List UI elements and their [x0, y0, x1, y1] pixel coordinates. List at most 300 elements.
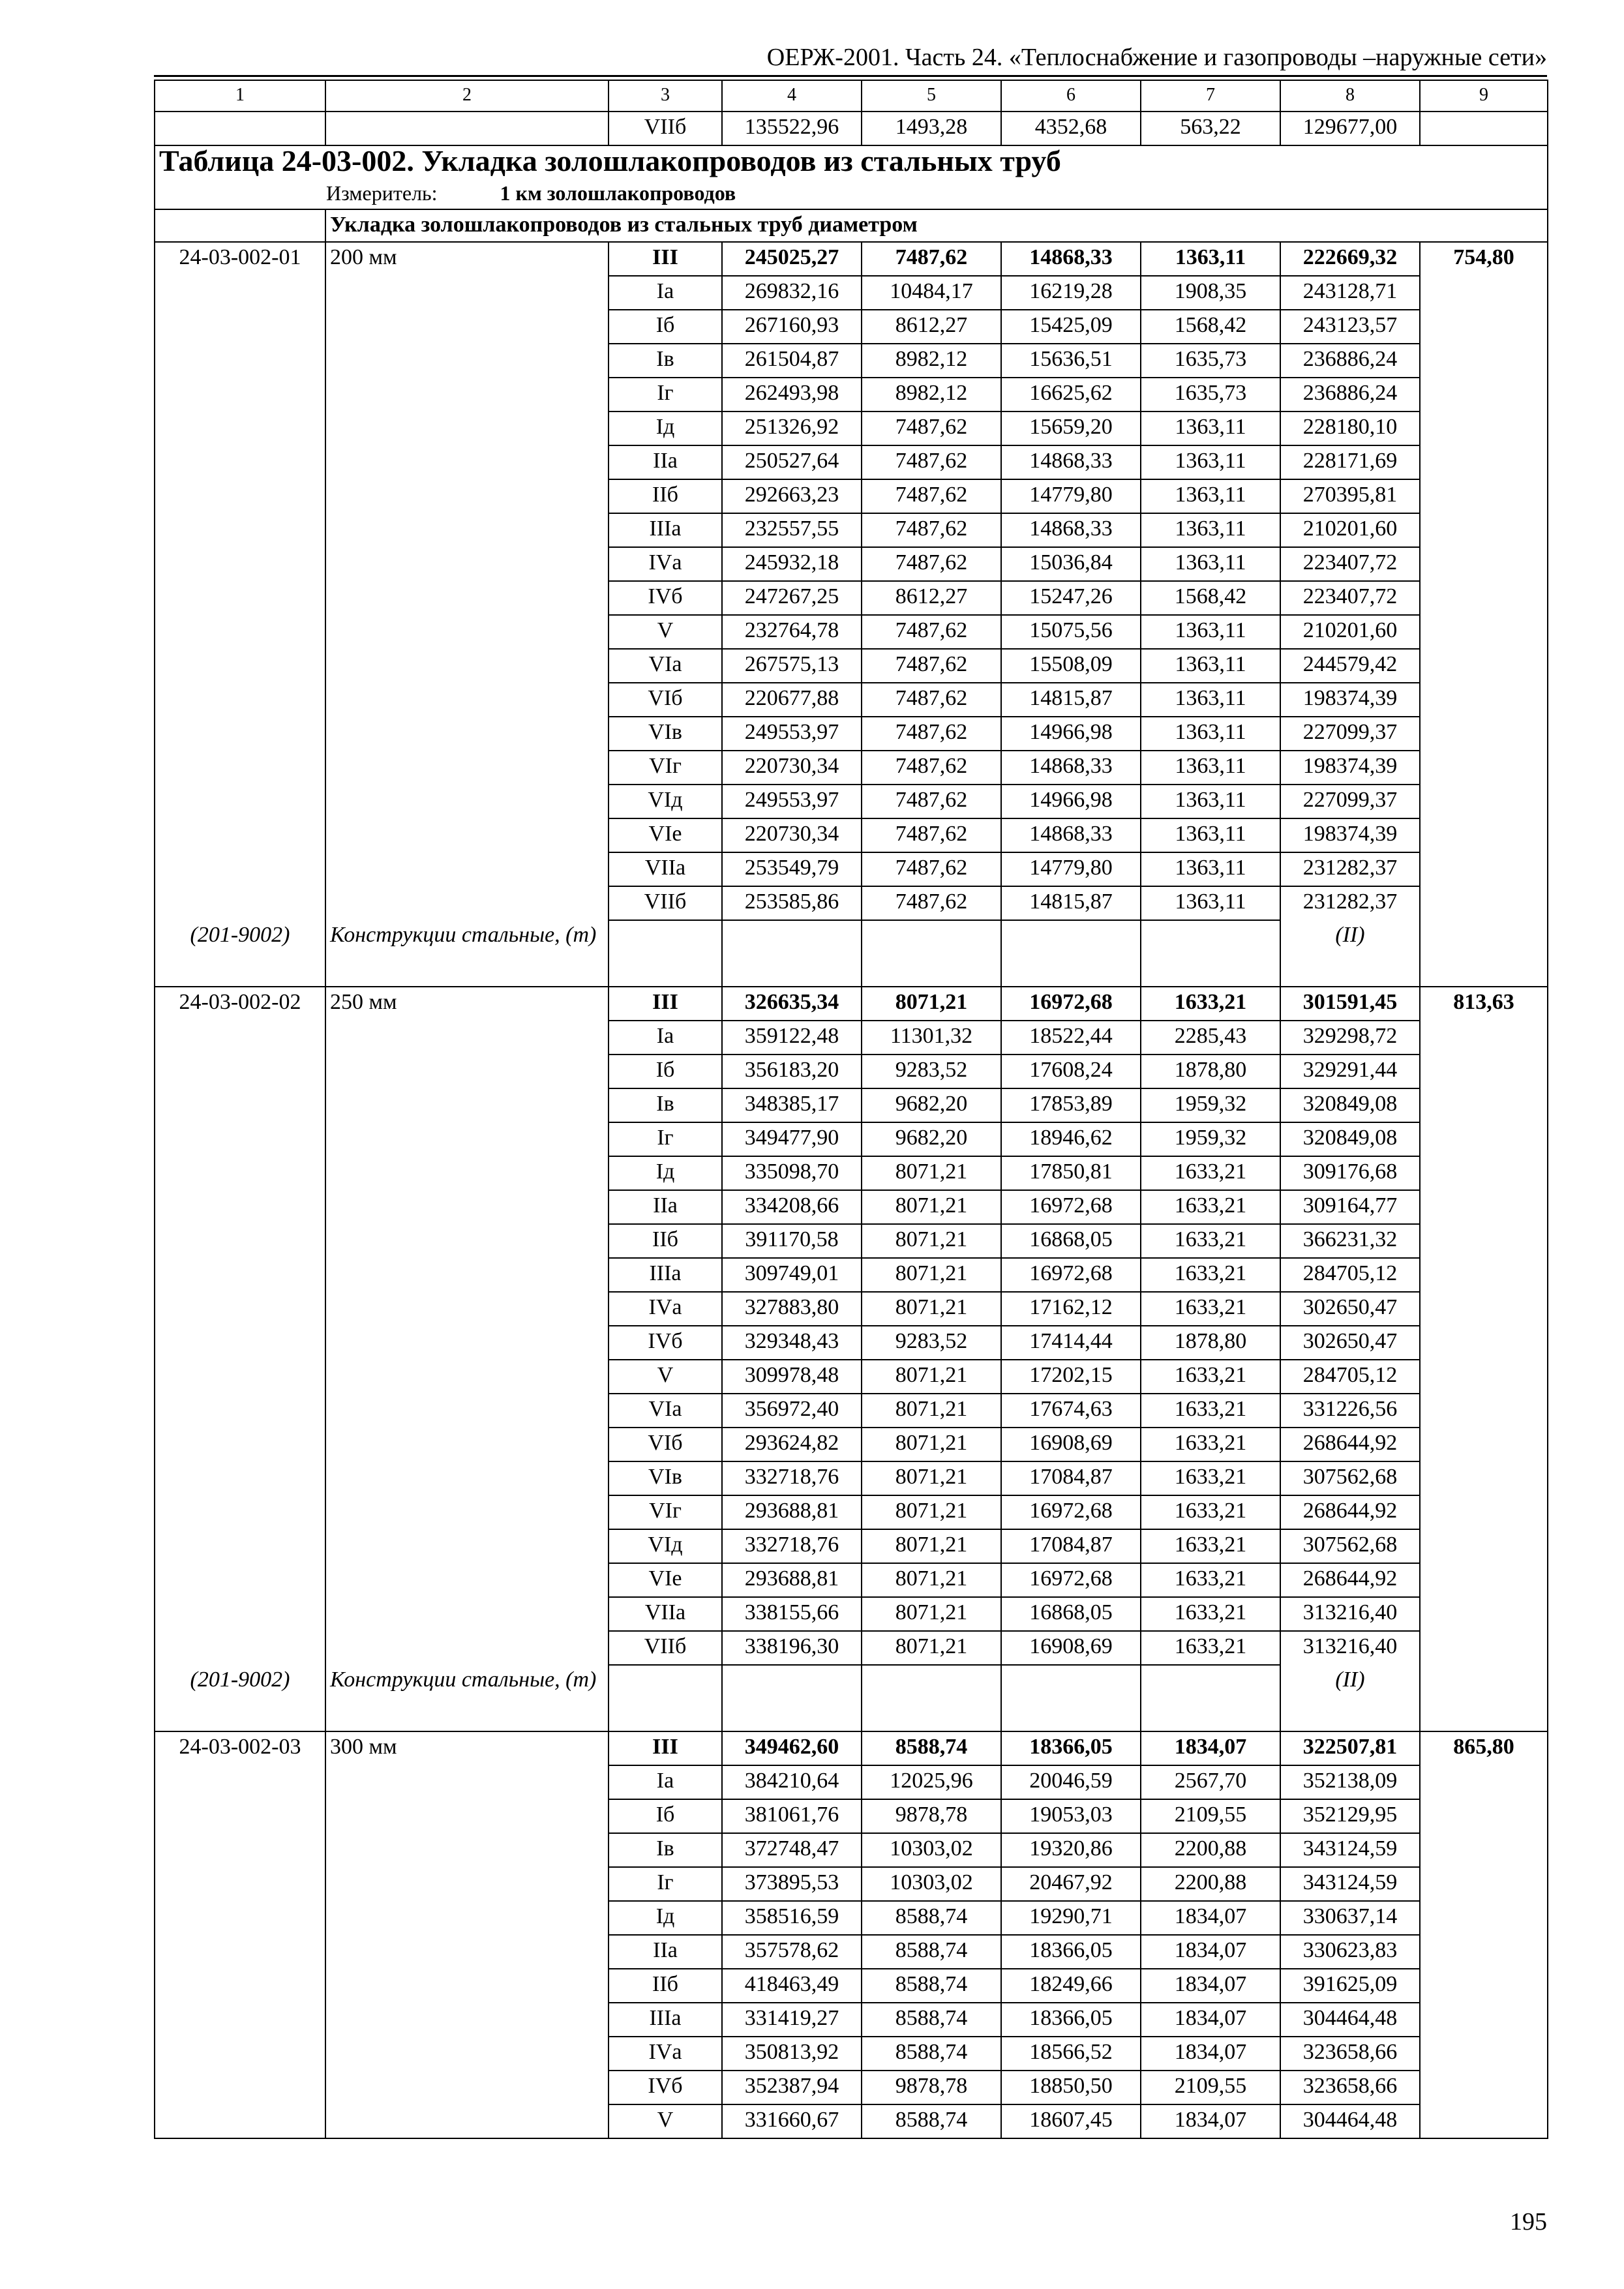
- empty-cell: [1420, 886, 1548, 920]
- section-col9: 865,80: [1420, 1731, 1548, 1765]
- value-cell: 269832,16: [722, 276, 862, 310]
- value-cell: 7487,62: [862, 547, 1001, 581]
- value-cell: 1633,21: [1141, 1631, 1280, 1665]
- empty-cell: [325, 1360, 609, 1394]
- table-row: [155, 513, 1548, 547]
- section-code: 24-03-002-02: [155, 987, 325, 1021]
- table-row: [155, 581, 1548, 615]
- value-cell: 309176,68: [1280, 1156, 1420, 1190]
- value-cell: 322507,81: [1280, 1731, 1420, 1765]
- value-cell: 1363,11: [1141, 818, 1280, 852]
- empty-cell: [155, 1021, 325, 1055]
- zone-cell: VIб: [609, 683, 722, 717]
- empty-cell: [155, 1969, 325, 2003]
- value-cell: 350813,92: [722, 2037, 862, 2071]
- value-cell: 9283,52: [862, 1055, 1001, 1088]
- value-cell: 7487,62: [862, 649, 1001, 683]
- table-row: [155, 1563, 1548, 1597]
- empty-cell: [1420, 1190, 1548, 1224]
- table-row: [155, 1833, 1548, 1867]
- value-cell: 18522,44: [1001, 1021, 1141, 1055]
- value-cell: 18366,05: [1001, 2003, 1141, 2037]
- zone-cell: VIг: [609, 1495, 722, 1529]
- empty-cell: [1420, 1258, 1548, 1292]
- value-cell: 1633,21: [1141, 1224, 1280, 1258]
- value-cell: 18566,52: [1001, 2037, 1141, 2071]
- empty-cell: [325, 1292, 609, 1326]
- table-row: [155, 1292, 1548, 1326]
- value-cell: 243128,71: [1280, 276, 1420, 310]
- table-row: [155, 1224, 1548, 1258]
- empty-cell: [1420, 411, 1548, 445]
- value-cell: 349477,90: [722, 1122, 862, 1156]
- value-cell: 14815,87: [1001, 683, 1141, 717]
- section-code: 24-03-002-03: [155, 1731, 325, 1765]
- empty-cell: [1141, 1665, 1280, 1731]
- value-cell: 7487,62: [862, 751, 1001, 785]
- empty-cell: [1420, 2071, 1548, 2104]
- zone-cell: III: [609, 987, 722, 1021]
- empty-cell: [155, 1529, 325, 1563]
- empty-cell: [722, 1665, 862, 1731]
- value-cell: 8071,21: [862, 1461, 1001, 1495]
- zone-cell: Iд: [609, 1156, 722, 1190]
- value-cell: 16972,68: [1001, 1495, 1141, 1529]
- empty-cell: [155, 112, 325, 145]
- col-num-8: 8: [1280, 80, 1420, 112]
- zone-cell: VIе: [609, 1563, 722, 1597]
- empty-cell: [1420, 852, 1548, 886]
- value-cell: 332718,76: [722, 1461, 862, 1495]
- value-cell: 17853,89: [1001, 1088, 1141, 1122]
- empty-cell: [155, 1765, 325, 1799]
- empty-cell: [325, 513, 609, 547]
- zone-cell: IIIа: [609, 1258, 722, 1292]
- value-cell: 223407,72: [1280, 581, 1420, 615]
- empty-cell: [1420, 1631, 1548, 1665]
- value-cell: 18366,05: [1001, 1731, 1141, 1765]
- empty-cell: [155, 378, 325, 411]
- value-cell: 17674,63: [1001, 1394, 1141, 1428]
- table-row: [155, 1731, 1548, 1765]
- value-cell: 331660,67: [722, 2104, 862, 2138]
- empty-cell: [1420, 920, 1548, 987]
- value-cell: 17084,87: [1001, 1529, 1141, 1563]
- zone-cell: IVа: [609, 1292, 722, 1326]
- empty-cell: [325, 547, 609, 581]
- value-cell: 373895,53: [722, 1867, 862, 1901]
- value-cell: 2285,43: [1141, 1021, 1280, 1055]
- zone-cell: Iб: [609, 1799, 722, 1833]
- value-cell: 16972,68: [1001, 1563, 1141, 1597]
- empty-cell: [325, 818, 609, 852]
- empty-cell: [1420, 717, 1548, 751]
- value-cell: 1363,11: [1141, 785, 1280, 818]
- value-cell: 14868,33: [1001, 242, 1141, 276]
- value-cell: 1635,73: [1141, 378, 1280, 411]
- zone-cell: VIIа: [609, 852, 722, 886]
- empty-cell: [1420, 1224, 1548, 1258]
- value-cell: 313216,40: [1280, 1631, 1420, 1665]
- empty-cell: [155, 886, 325, 920]
- empty-cell: [155, 683, 325, 717]
- zone-cell: IVб: [609, 2071, 722, 2104]
- table-row: [155, 1495, 1548, 1529]
- empty-cell: [325, 1765, 609, 1799]
- value-cell: 1834,07: [1141, 1901, 1280, 1935]
- value-cell: 284705,12: [1280, 1258, 1420, 1292]
- zone-cell: VIг: [609, 751, 722, 785]
- empty-cell: [325, 1326, 609, 1360]
- value-cell: 8071,21: [862, 987, 1001, 1021]
- zone-cell: IIIа: [609, 2003, 722, 2037]
- value-cell: 227099,37: [1280, 785, 1420, 818]
- table-row: [155, 242, 1548, 276]
- value-cell: 9878,78: [862, 2071, 1001, 2104]
- value-cell: 358516,59: [722, 1901, 862, 1935]
- table-row: [155, 2037, 1548, 2071]
- empty-cell: [325, 649, 609, 683]
- table-row: [155, 987, 1548, 1021]
- empty-cell: [1420, 1563, 1548, 1597]
- value-cell: 384210,64: [722, 1765, 862, 1799]
- value-cell: 231282,37: [1280, 886, 1420, 920]
- value-cell: 381061,76: [722, 1799, 862, 1833]
- value-cell: 270395,81: [1280, 479, 1420, 513]
- value-cell: 210201,60: [1280, 513, 1420, 547]
- empty-cell: [155, 1088, 325, 1122]
- empty-cell: [722, 920, 862, 987]
- value-cell: 220730,34: [722, 818, 862, 852]
- value-cell: 323658,66: [1280, 2071, 1420, 2104]
- table-row: [155, 1122, 1548, 1156]
- value-cell: 7487,62: [862, 615, 1001, 649]
- empty-cell: [155, 649, 325, 683]
- empty-cell: [155, 2037, 325, 2071]
- empty-cell: [325, 1428, 609, 1461]
- value-cell: 11301,32: [862, 1021, 1001, 1055]
- value-cell: 245932,18: [722, 547, 862, 581]
- empty-cell: [155, 1935, 325, 1969]
- empty-cell: [1420, 1765, 1548, 1799]
- empty-cell: [155, 1833, 325, 1867]
- value-cell: 334208,66: [722, 1190, 862, 1224]
- value-cell: 16625,62: [1001, 378, 1141, 411]
- empty-cell: [1420, 1461, 1548, 1495]
- value-cell: 366231,32: [1280, 1224, 1420, 1258]
- value-cell: 7487,62: [862, 818, 1001, 852]
- empty-cell: [155, 1292, 325, 1326]
- col-num-2: 2: [325, 80, 609, 112]
- value-cell: 14868,33: [1001, 445, 1141, 479]
- value-cell: 329298,72: [1280, 1021, 1420, 1055]
- empty-cell: [325, 1461, 609, 1495]
- value-cell: 1363,11: [1141, 886, 1280, 920]
- empty-cell: [1420, 1055, 1548, 1088]
- value-cell: 135522,96: [722, 112, 862, 145]
- value-cell: 8071,21: [862, 1495, 1001, 1529]
- empty-cell: [325, 1055, 609, 1088]
- empty-cell: [1420, 1360, 1548, 1394]
- value-cell: 8071,21: [862, 1563, 1001, 1597]
- empty-cell: [1420, 112, 1548, 145]
- table-row: [155, 1088, 1548, 1122]
- zone-cell: VIв: [609, 717, 722, 751]
- value-cell: 329348,43: [722, 1326, 862, 1360]
- value-cell: 16972,68: [1001, 987, 1141, 1021]
- table-body: [155, 80, 1548, 2138]
- zone-cell: IIа: [609, 1190, 722, 1224]
- value-cell: 1363,11: [1141, 479, 1280, 513]
- zone-cell: Iг: [609, 1122, 722, 1156]
- value-cell: 267575,13: [722, 649, 862, 683]
- empty-cell: [155, 1799, 325, 1833]
- table-row: [155, 411, 1548, 445]
- empty-cell: [155, 547, 325, 581]
- section-name: 200 мм: [325, 242, 609, 276]
- zone-cell: IIб: [609, 479, 722, 513]
- value-cell: 7487,62: [862, 411, 1001, 445]
- table-row: [155, 818, 1548, 852]
- value-cell: 357578,62: [722, 1935, 862, 1969]
- table-row: [155, 547, 1548, 581]
- empty-cell: [155, 581, 325, 615]
- note-value: (II): [1280, 1665, 1420, 1731]
- value-cell: 129677,00: [1280, 112, 1420, 145]
- note-value: (II): [1280, 920, 1420, 987]
- empty-cell: [155, 852, 325, 886]
- value-cell: 243123,57: [1280, 310, 1420, 344]
- value-cell: 309164,77: [1280, 1190, 1420, 1224]
- empty-cell: [155, 785, 325, 818]
- empty-cell: [325, 581, 609, 615]
- value-cell: 1633,21: [1141, 1190, 1280, 1224]
- value-cell: 1633,21: [1141, 987, 1280, 1021]
- value-cell: 1633,21: [1141, 1156, 1280, 1190]
- empty-cell: [1420, 1935, 1548, 1969]
- empty-cell: [155, 1122, 325, 1156]
- value-cell: 253585,86: [722, 886, 862, 920]
- note-row: [155, 920, 1548, 987]
- value-cell: 2109,55: [1141, 2071, 1280, 2104]
- value-cell: 348385,17: [722, 1088, 862, 1122]
- empty-cell: [1420, 1394, 1548, 1428]
- running-header: ОЕРЖ-2001. Часть 24. «Теплоснабжение и газопроводы –наружные сети»: [766, 44, 1547, 71]
- value-cell: 17202,15: [1001, 1360, 1141, 1394]
- table-row: [155, 2003, 1548, 2037]
- value-cell: 267160,93: [722, 310, 862, 344]
- empty-cell: [325, 1156, 609, 1190]
- empty-cell: [155, 1901, 325, 1935]
- table-row: [155, 1360, 1548, 1394]
- empty-cell: [325, 276, 609, 310]
- table-row: [155, 1765, 1548, 1799]
- value-cell: 8071,21: [862, 1258, 1001, 1292]
- value-cell: 8071,21: [862, 1529, 1001, 1563]
- value-cell: 1493,28: [862, 112, 1001, 145]
- continued-row: [155, 112, 1548, 145]
- value-cell: 284705,12: [1280, 1360, 1420, 1394]
- value-cell: 18946,62: [1001, 1122, 1141, 1156]
- empty-cell: [325, 112, 609, 145]
- value-cell: 8588,74: [862, 1969, 1001, 2003]
- value-cell: 19320,86: [1001, 1833, 1141, 1867]
- value-cell: 198374,39: [1280, 818, 1420, 852]
- value-cell: 293624,82: [722, 1428, 862, 1461]
- empty-cell: [155, 1428, 325, 1461]
- value-cell: 323658,66: [1280, 2037, 1420, 2071]
- table-row: [155, 2104, 1548, 2138]
- table-row: [155, 717, 1548, 751]
- zone-cell: IVб: [609, 581, 722, 615]
- value-cell: 8588,74: [862, 2037, 1001, 2071]
- value-cell: 19290,71: [1001, 1901, 1141, 1935]
- value-cell: 1363,11: [1141, 445, 1280, 479]
- value-cell: 331419,27: [722, 2003, 862, 2037]
- value-cell: 10303,02: [862, 1867, 1001, 1901]
- value-cell: 330637,14: [1280, 1901, 1420, 1935]
- empty-cell: [1420, 1292, 1548, 1326]
- empty-cell: [155, 344, 325, 378]
- table-row: [155, 2071, 1548, 2104]
- col-num-3: 3: [609, 80, 722, 112]
- zone-cell: Iг: [609, 378, 722, 411]
- value-cell: 16868,05: [1001, 1224, 1141, 1258]
- value-cell: 18850,50: [1001, 2071, 1141, 2104]
- table-row: [155, 1156, 1548, 1190]
- empty-cell: [325, 886, 609, 920]
- section-code: 24-03-002-01: [155, 242, 325, 276]
- value-cell: 19053,03: [1001, 1799, 1141, 1833]
- value-cell: 313216,40: [1280, 1597, 1420, 1631]
- empty-cell: [325, 615, 609, 649]
- value-cell: 320849,08: [1280, 1088, 1420, 1122]
- table-row: [155, 785, 1548, 818]
- value-cell: 320849,08: [1280, 1122, 1420, 1156]
- empty-cell: [1420, 2003, 1548, 2037]
- value-cell: 391170,58: [722, 1224, 862, 1258]
- value-cell: 326635,34: [722, 987, 862, 1021]
- zone-cell: VIIб: [609, 886, 722, 920]
- value-cell: 228171,69: [1280, 445, 1420, 479]
- value-cell: 223407,72: [1280, 547, 1420, 581]
- empty-cell: [155, 310, 325, 344]
- empty-cell: [155, 1258, 325, 1292]
- zone-cell: IIа: [609, 445, 722, 479]
- value-cell: 268644,92: [1280, 1428, 1420, 1461]
- value-cell: 8071,21: [862, 1631, 1001, 1665]
- value-cell: 247267,25: [722, 581, 862, 615]
- empty-cell: [325, 717, 609, 751]
- empty-cell: [155, 1495, 325, 1529]
- zone-cell: Iа: [609, 1021, 722, 1055]
- empty-cell: [155, 411, 325, 445]
- empty-cell: [1420, 547, 1548, 581]
- empty-cell: [155, 1326, 325, 1360]
- empty-cell: [325, 1969, 609, 2003]
- value-cell: 335098,70: [722, 1156, 862, 1190]
- value-cell: 7487,62: [862, 717, 1001, 751]
- value-cell: 15508,09: [1001, 649, 1141, 683]
- table-row: [155, 1901, 1548, 1935]
- value-cell: 16972,68: [1001, 1190, 1141, 1224]
- empty-cell: [155, 479, 325, 513]
- value-cell: 1959,32: [1141, 1122, 1280, 1156]
- empty-cell: [1420, 581, 1548, 615]
- header-rule: [154, 75, 1547, 77]
- value-cell: 352138,09: [1280, 1765, 1420, 1799]
- empty-cell: [1420, 513, 1548, 547]
- empty-cell: [1420, 1122, 1548, 1156]
- value-cell: 268644,92: [1280, 1495, 1420, 1529]
- zone-cell: V: [609, 1360, 722, 1394]
- zone-cell: IIб: [609, 1224, 722, 1258]
- value-cell: 15636,51: [1001, 344, 1141, 378]
- value-cell: 1633,21: [1141, 1394, 1280, 1428]
- value-cell: 198374,39: [1280, 683, 1420, 717]
- zone-cell: VIIб: [609, 1631, 722, 1665]
- value-cell: 198374,39: [1280, 751, 1420, 785]
- zone-cell: V: [609, 2104, 722, 2138]
- empty-cell: [325, 445, 609, 479]
- empty-cell: [1420, 1867, 1548, 1901]
- empty-cell: [325, 2003, 609, 2037]
- column-number-row: [155, 80, 1548, 112]
- value-cell: 14868,33: [1001, 751, 1141, 785]
- value-cell: 1834,07: [1141, 1969, 1280, 2003]
- value-cell: 8588,74: [862, 2003, 1001, 2037]
- value-cell: 8071,21: [862, 1156, 1001, 1190]
- table-row: [155, 1055, 1548, 1088]
- value-cell: 343124,59: [1280, 1867, 1420, 1901]
- value-cell: 12025,96: [862, 1765, 1001, 1799]
- empty-cell: [325, 1122, 609, 1156]
- value-cell: 9682,20: [862, 1088, 1001, 1122]
- value-cell: 331226,56: [1280, 1394, 1420, 1428]
- value-cell: 1834,07: [1141, 1935, 1280, 1969]
- zone-cell: IVа: [609, 547, 722, 581]
- table-row: [155, 1190, 1548, 1224]
- empty-cell: [325, 1495, 609, 1529]
- value-cell: 245025,27: [722, 242, 862, 276]
- empty-cell: [155, 445, 325, 479]
- value-cell: 14868,33: [1001, 513, 1141, 547]
- empty-cell: [1420, 683, 1548, 717]
- table-row: [155, 276, 1548, 310]
- value-cell: 7487,62: [862, 852, 1001, 886]
- empty-cell: [1420, 1529, 1548, 1563]
- value-cell: 1363,11: [1141, 683, 1280, 717]
- value-cell: 14779,80: [1001, 479, 1141, 513]
- subheading-row: [155, 209, 1548, 242]
- empty-cell: [1420, 649, 1548, 683]
- empty-cell: [325, 852, 609, 886]
- zone-cell: VIд: [609, 1529, 722, 1563]
- empty-cell: [325, 2037, 609, 2071]
- value-cell: 9878,78: [862, 1799, 1001, 1833]
- value-cell: 356972,40: [722, 1394, 862, 1428]
- empty-cell: [155, 2071, 325, 2104]
- empty-cell: [155, 1631, 325, 1665]
- value-cell: 332718,76: [722, 1529, 862, 1563]
- value-cell: 236886,24: [1280, 344, 1420, 378]
- value-cell: 232764,78: [722, 615, 862, 649]
- col-num-4: 4: [722, 80, 862, 112]
- table-row: [155, 1461, 1548, 1495]
- value-cell: 372748,47: [722, 1833, 862, 1867]
- value-cell: 418463,49: [722, 1969, 862, 2003]
- value-cell: 293688,81: [722, 1495, 862, 1529]
